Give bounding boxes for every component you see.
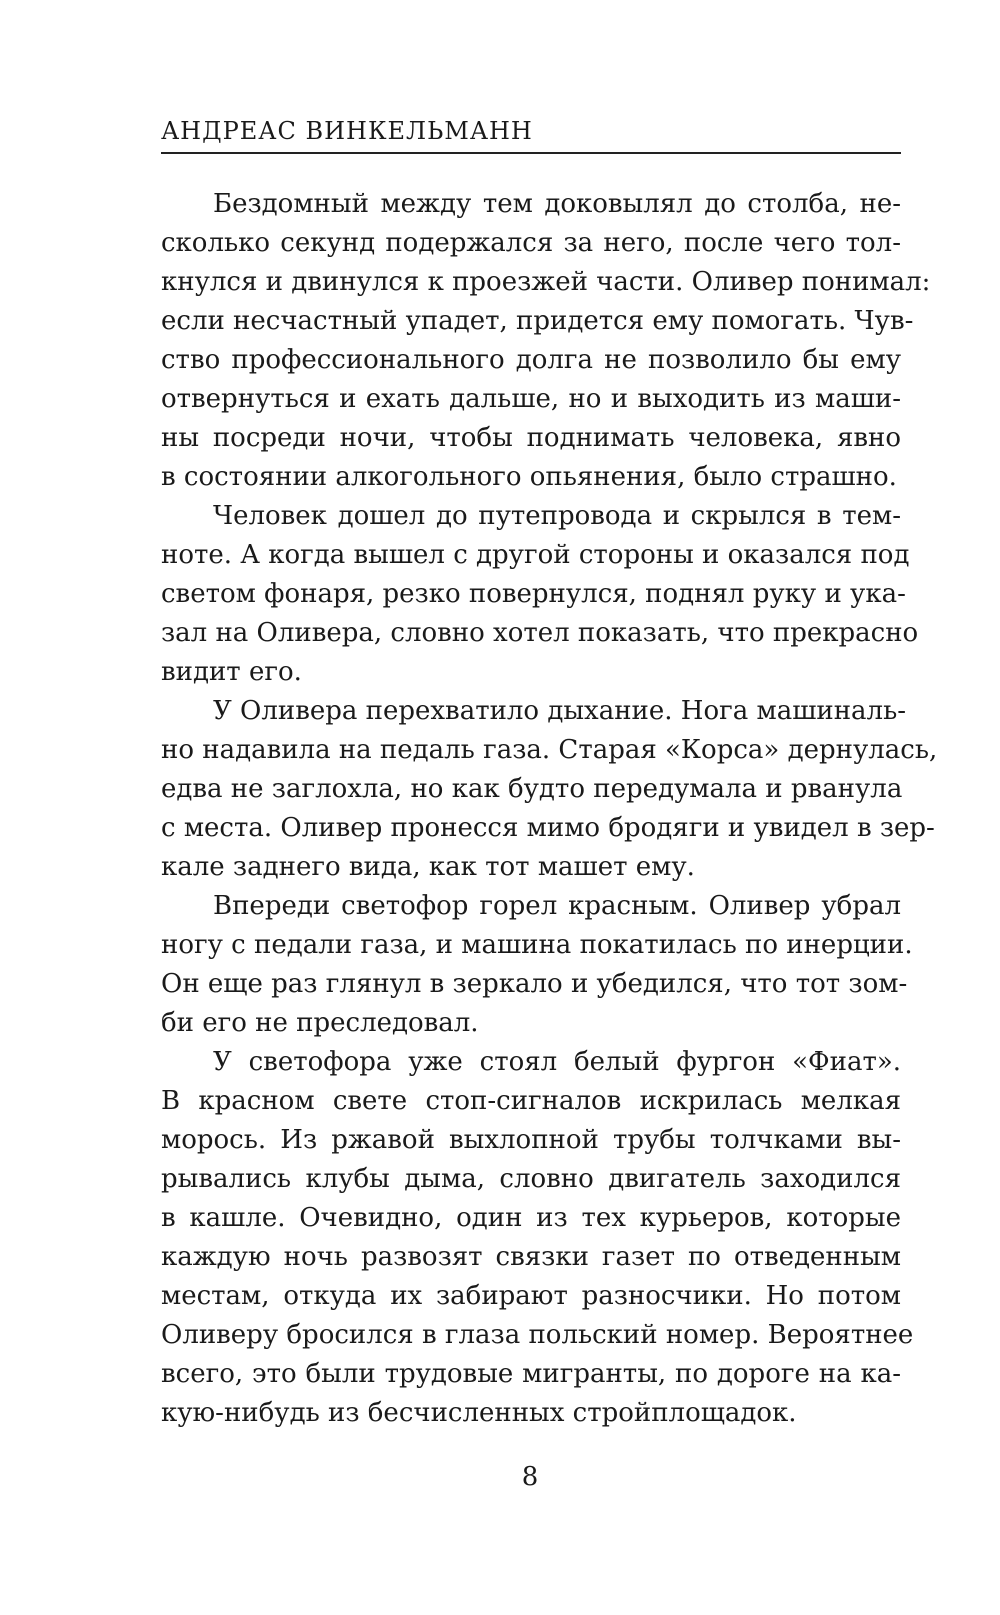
running-head-title: АНДРЕАС ВИНКЕЛЬМАНН xyxy=(161,117,533,145)
text-line: кале заднего вида, как тот машет ему. xyxy=(161,852,695,882)
paragraph xyxy=(161,185,931,497)
text-line: в кашле. Очевидно, один из тех курьеров, которые xyxy=(161,1203,901,1233)
text-line: зал на Оливера, словно хотел показать, что прекрасно xyxy=(161,618,919,648)
text-line: У светофора уже стоял белый фургон «Фиат». xyxy=(213,1047,901,1077)
text-line: едва не заглохла, но как будто передумала и рванула xyxy=(161,774,903,804)
running-head xyxy=(161,114,901,154)
text-line: рывались клубы дыма, словно двигатель заходился xyxy=(161,1164,901,1194)
text-line: с места. Оливер пронесся мимо бродяги и увидел в зер- xyxy=(161,813,935,843)
text-line: ногу с педали газа, и машина покатилась по инерции. xyxy=(161,930,913,960)
paragraph xyxy=(161,1043,914,1433)
text-line: Оливеру бросился в глаза польский номер. Вероятнее xyxy=(161,1320,914,1350)
text-line: каждую ночь развозят связки газет по отведенным xyxy=(161,1242,901,1272)
page-number: 8 xyxy=(521,1462,539,1492)
paragraph xyxy=(161,887,913,1043)
text-line: Впереди светофор горел красным. Оливер убрал xyxy=(213,891,901,921)
text-line: ны посреди ночи, чтобы поднимать человека, явно xyxy=(161,423,901,453)
text-line: кую-нибудь из бесчисленных стройплощадок. xyxy=(161,1398,797,1428)
text-line: в состоянии алкогольного опьянения, было страшно. xyxy=(161,462,897,492)
text-line: кнулся и двинулся к проезжей части. Оливер понимал: xyxy=(161,267,931,297)
text-line: светом фонаря, резко повернулся, поднял руку и ука- xyxy=(161,579,906,609)
text-line: всего, это были трудовые мигранты, по дороге на ка- xyxy=(161,1359,901,1389)
text-line: видит его. xyxy=(161,657,302,687)
text-line: В красном свете стоп-сигналов искрилась мелкая xyxy=(161,1086,901,1116)
text-line: отвернуться и ехать дальше, но и выходить из маши- xyxy=(161,384,901,414)
paragraph xyxy=(161,497,919,692)
text-line: но надавила на педаль газа. Старая «Корса» дернулась, xyxy=(161,735,938,765)
text-line: ство профессионального долга не позволило бы ему xyxy=(161,345,901,375)
text-line: сколько секунд подержался за него, после чего тол- xyxy=(161,228,901,258)
text-line: би его не преследовал. xyxy=(161,1008,479,1038)
text-line: местам, откуда их забирают разносчики. Но потом xyxy=(161,1281,901,1311)
text-line: Он еще раз глянул в зеркало и убедился, что тот зом- xyxy=(161,969,908,999)
text-line: морось. Из ржавой выхлопной трубы толчками вы- xyxy=(161,1125,901,1155)
text-line: Бездомный между тем доковылял до столба, не- xyxy=(213,189,901,219)
body-text xyxy=(161,185,938,1433)
text-line: У Оливера перехватило дыхание. Нога машиналь- xyxy=(213,696,907,726)
text-line: ноте. А когда вышел с другой стороны и оказался под xyxy=(161,540,910,570)
text-line: если несчастный упадет, придется ему помогать. Чув- xyxy=(161,306,914,336)
text-line: Человек дошел до путепровода и скрылся в тем- xyxy=(213,501,901,531)
paragraph xyxy=(161,692,938,887)
